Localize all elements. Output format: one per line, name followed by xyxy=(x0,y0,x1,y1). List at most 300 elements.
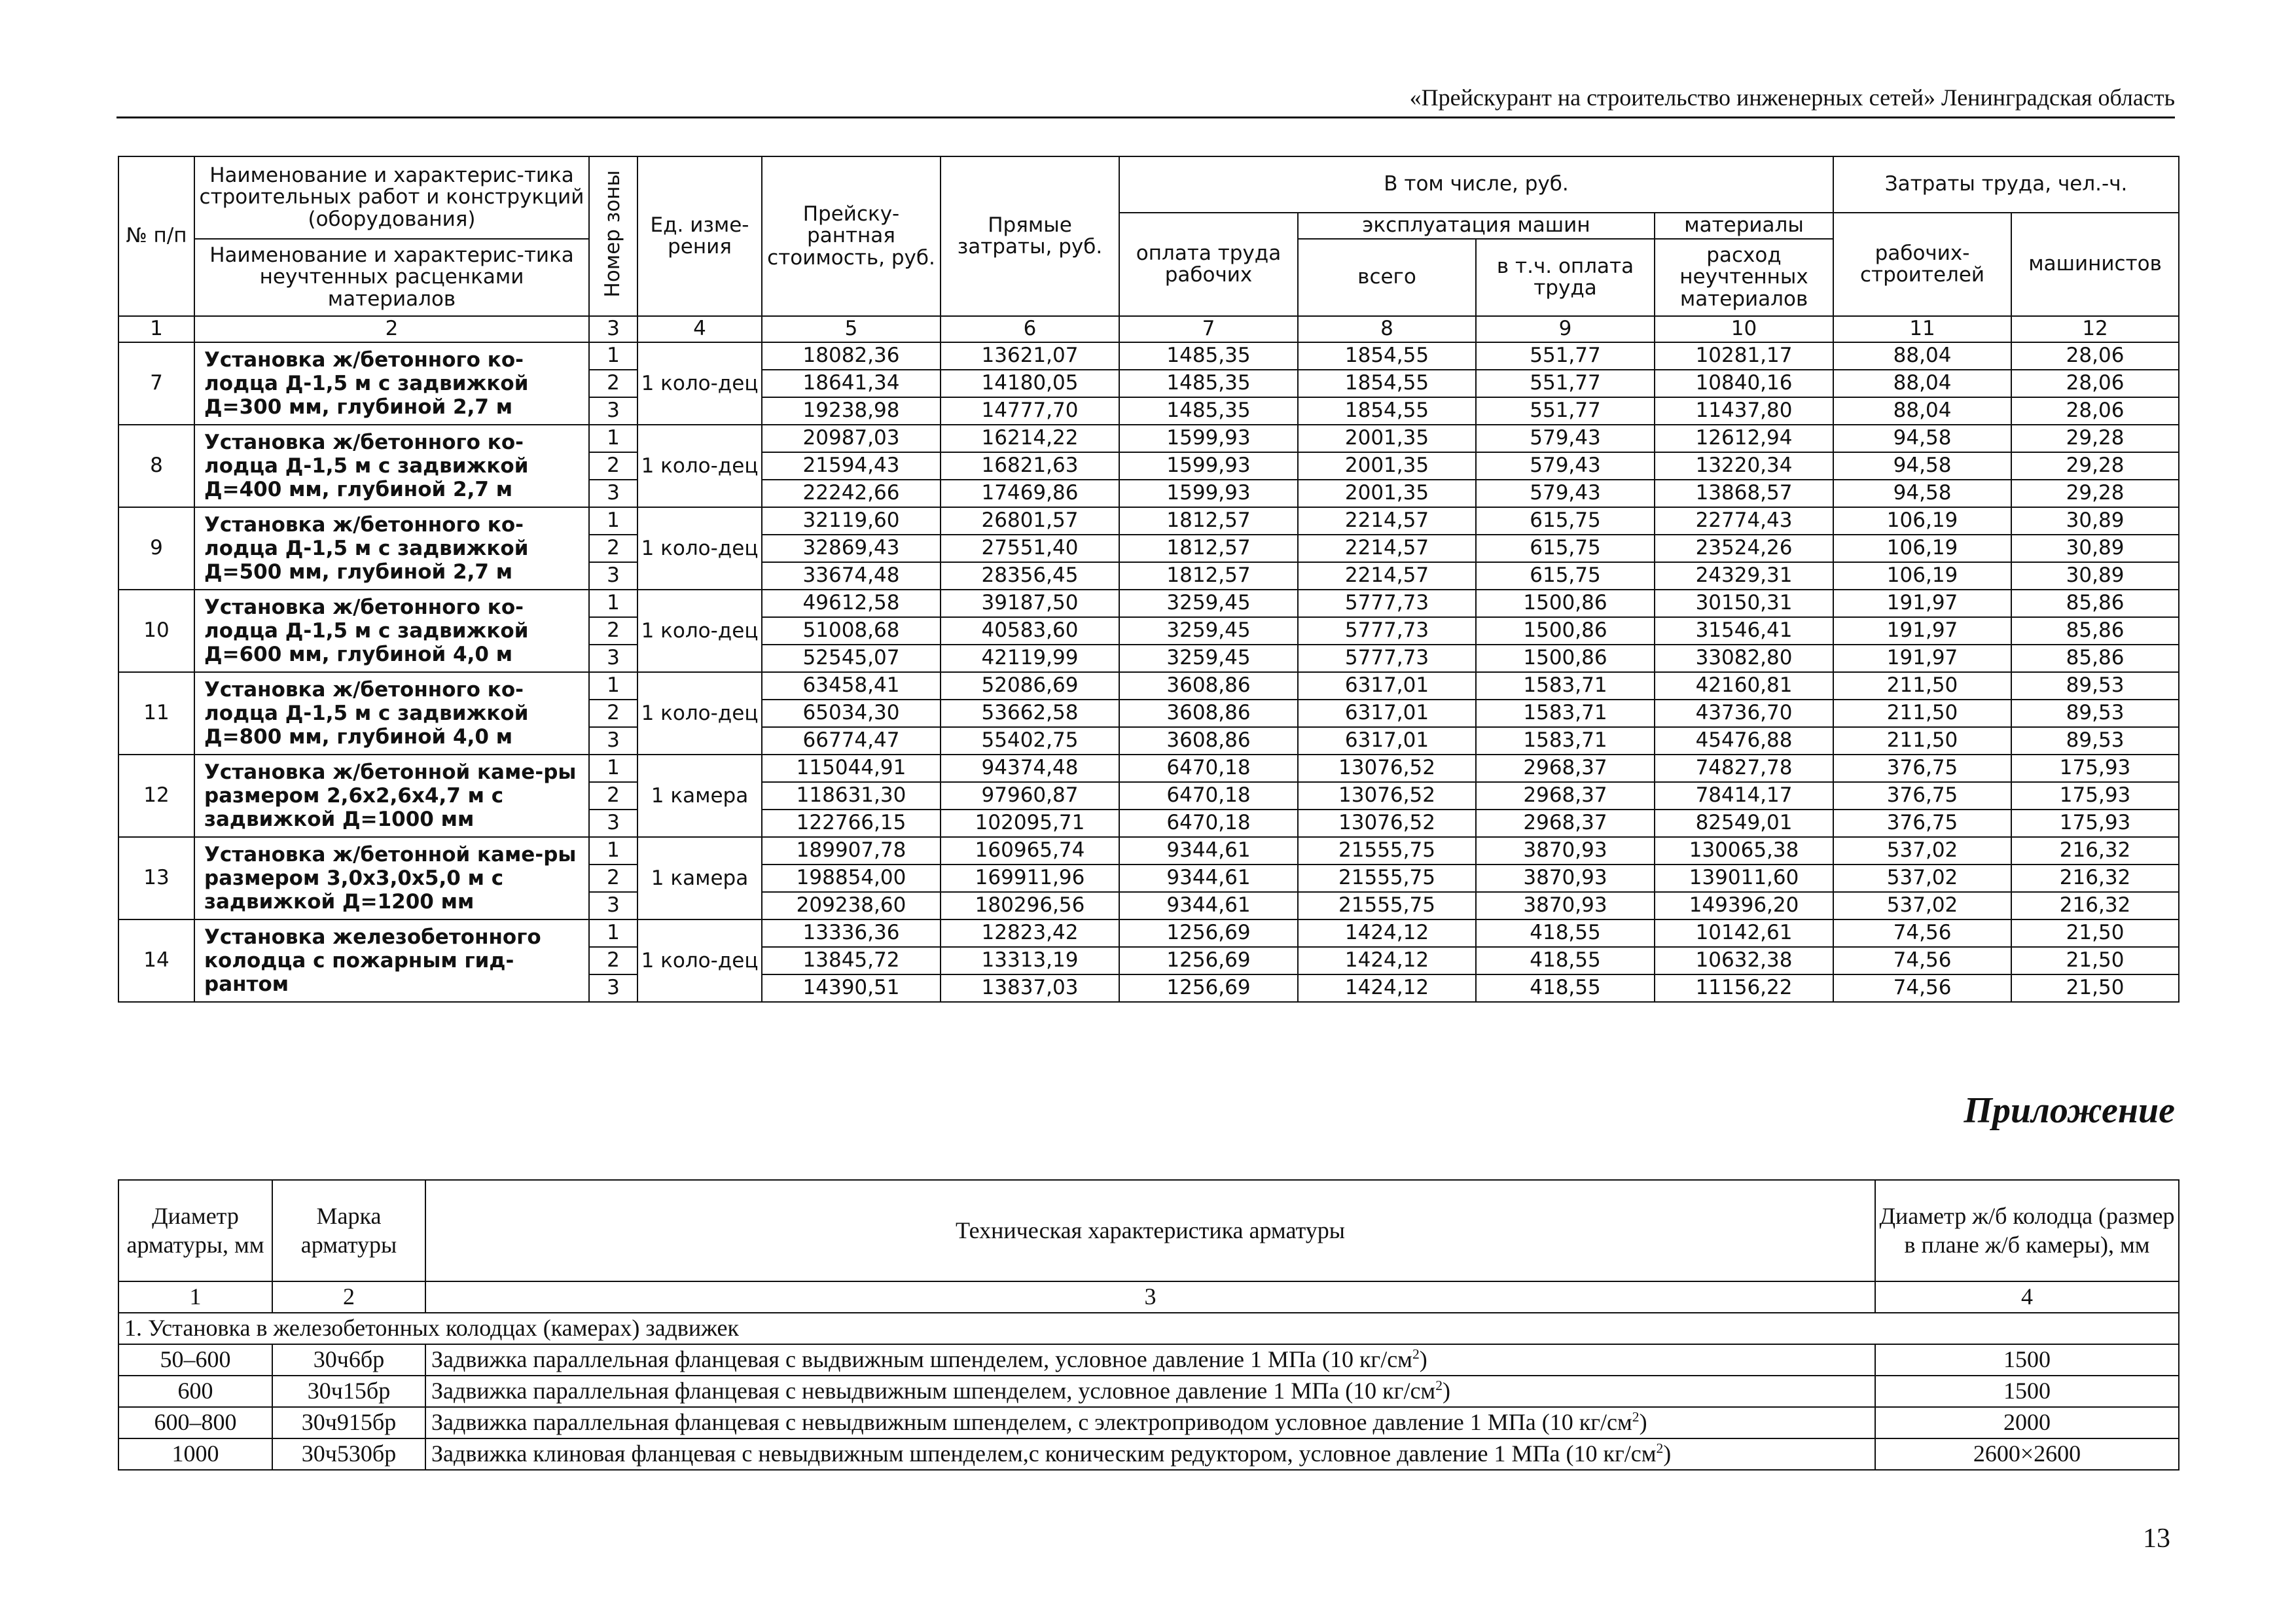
value-price: 13336,36 xyxy=(762,919,941,947)
value-workers: 191,97 xyxy=(1833,617,2011,645)
value-labor-pay: 1256,69 xyxy=(1119,919,1298,947)
item-number: 13 xyxy=(118,837,194,919)
col-header-name-materials: Наименование и характерис-тика неучтенных расценками материалов xyxy=(194,239,589,316)
value-workers: 94,58 xyxy=(1833,452,2011,480)
appendix-table xyxy=(118,1179,2179,1471)
value-workers: 376,75 xyxy=(1833,810,2011,837)
value-materials: 13868,57 xyxy=(1655,480,1833,507)
value-direct: 13621,07 xyxy=(941,342,1119,370)
value-mach-labor: 579,43 xyxy=(1476,425,1655,452)
value-materials: 42160,81 xyxy=(1655,672,1833,700)
value-mach-total: 13076,52 xyxy=(1298,782,1476,810)
value-mach-total: 2214,57 xyxy=(1298,507,1476,535)
rebar-diameter: 600–800 xyxy=(118,1407,272,1438)
rebar-spec xyxy=(425,1438,1875,1470)
col-header-labor: Затраты труда, чел.-ч. xyxy=(1833,156,2179,213)
value-operators: 85,86 xyxy=(2011,645,2179,672)
value-workers: 94,58 xyxy=(1833,480,2011,507)
value-labor-pay: 3608,86 xyxy=(1119,672,1298,700)
value-direct: 53662,58 xyxy=(941,700,1119,727)
rebar-spec-text: Задвижка параллельная фланцевая с невыдвижным шпенделем, с электроприводом условное давление 1 МПа (10 кг/см xyxy=(431,1409,1632,1436)
value-price: 66774,47 xyxy=(762,727,941,755)
value-materials: 78414,17 xyxy=(1655,782,1833,810)
value-direct: 42119,99 xyxy=(941,645,1119,672)
value-mach-labor: 579,43 xyxy=(1476,480,1655,507)
value-price: 19238,98 xyxy=(762,397,941,425)
zone-cell: 3 xyxy=(589,562,637,590)
column-number: 12 xyxy=(2011,316,2179,342)
value-direct: 26801,57 xyxy=(941,507,1119,535)
rebar-spec-end: ) xyxy=(1663,1440,1672,1467)
unit-cell: 1 коло-дец xyxy=(637,672,762,755)
value-workers: 74,56 xyxy=(1833,974,2011,1002)
item-name: Установка железобетонного колодца с пожарным гид-рантом xyxy=(194,919,589,1002)
value-materials: 43736,70 xyxy=(1655,700,1833,727)
value-operators: 30,89 xyxy=(2011,507,2179,535)
value-materials: 10840,16 xyxy=(1655,370,1833,397)
rebar-diameter: 50–600 xyxy=(118,1344,272,1376)
value-mach-labor: 551,77 xyxy=(1476,342,1655,370)
value-price: 118631,30 xyxy=(762,782,941,810)
value-price: 18082,36 xyxy=(762,342,941,370)
value-mach-total: 1424,12 xyxy=(1298,947,1476,974)
value-mach-labor: 2968,37 xyxy=(1476,755,1655,782)
value-materials: 11437,80 xyxy=(1655,397,1833,425)
price-table-body xyxy=(118,316,2179,1002)
zone-cell: 3 xyxy=(589,727,637,755)
zone-cell: 1 xyxy=(589,507,637,535)
value-price: 13845,72 xyxy=(762,947,941,974)
rebar-spec-text: Задвижка клиновая фланцевая с невыдвижным шпенделем,с коническим редуктором, условное давление 1 МПа (10 кг/см xyxy=(431,1440,1657,1467)
value-mach-total: 2001,35 xyxy=(1298,425,1476,452)
value-mach-total: 5777,73 xyxy=(1298,617,1476,645)
col-header-num: № п/п xyxy=(118,156,194,316)
zone-cell: 2 xyxy=(589,865,637,892)
value-materials: 24329,31 xyxy=(1655,562,1833,590)
value-materials: 22774,43 xyxy=(1655,507,1833,535)
value-direct: 39187,50 xyxy=(941,590,1119,617)
value-operators: 29,28 xyxy=(2011,452,2179,480)
value-direct: 180296,56 xyxy=(941,892,1119,919)
value-workers: 537,02 xyxy=(1833,892,2011,919)
value-materials: 33082,80 xyxy=(1655,645,1833,672)
value-workers: 94,58 xyxy=(1833,425,2011,452)
value-workers: 191,97 xyxy=(1833,590,2011,617)
item-number: 8 xyxy=(118,425,194,507)
value-mach-total: 13076,52 xyxy=(1298,810,1476,837)
appendix-table-body xyxy=(118,1281,2179,1470)
value-workers: 191,97 xyxy=(1833,645,2011,672)
value-operators: 89,53 xyxy=(2011,700,2179,727)
value-workers: 74,56 xyxy=(1833,947,2011,974)
value-mach-total: 1424,12 xyxy=(1298,974,1476,1002)
value-mach-labor: 1583,71 xyxy=(1476,672,1655,700)
value-mach-labor: 615,75 xyxy=(1476,562,1655,590)
value-direct: 52086,69 xyxy=(941,672,1119,700)
value-price: 14390,51 xyxy=(762,974,941,1002)
value-price: 33674,48 xyxy=(762,562,941,590)
zone-cell: 3 xyxy=(589,810,637,837)
value-direct: 102095,71 xyxy=(941,810,1119,837)
unit-cell: 1 коло-дец xyxy=(637,590,762,672)
value-labor-pay: 6470,18 xyxy=(1119,755,1298,782)
col-header-materials: материалы xyxy=(1655,213,1833,239)
value-mach-labor: 418,55 xyxy=(1476,919,1655,947)
value-workers: 376,75 xyxy=(1833,755,2011,782)
app-column-number-row xyxy=(118,1281,2179,1313)
value-operators: 28,06 xyxy=(2011,342,2179,370)
unit-superscript: 2 xyxy=(1435,1378,1443,1394)
value-workers: 537,02 xyxy=(1833,865,2011,892)
column-number-row xyxy=(118,316,2179,342)
value-operators: 85,86 xyxy=(2011,590,2179,617)
value-labor-pay: 9344,61 xyxy=(1119,892,1298,919)
value-mach-total: 5777,73 xyxy=(1298,645,1476,672)
running-head: «Прейскурант на строительство инженерных сетей» Ленинградская область xyxy=(1409,84,2175,111)
rebar-mark: 30ч6бр xyxy=(272,1344,425,1376)
value-operators: 28,06 xyxy=(2011,370,2179,397)
value-operators: 89,53 xyxy=(2011,672,2179,700)
value-mach-labor: 1583,71 xyxy=(1476,700,1655,727)
col-header-workers: рабочих-строителей xyxy=(1833,213,2011,316)
value-labor-pay: 9344,61 xyxy=(1119,865,1298,892)
item-number: 7 xyxy=(118,342,194,425)
col-header-including: В том числе, руб. xyxy=(1119,156,1833,213)
price-table xyxy=(118,156,2179,1003)
value-workers: 211,50 xyxy=(1833,727,2011,755)
item-number: 12 xyxy=(118,755,194,837)
app-section-row xyxy=(118,1313,2179,1344)
value-labor-pay: 9344,61 xyxy=(1119,837,1298,865)
value-mach-labor: 418,55 xyxy=(1476,974,1655,1002)
value-mach-labor: 418,55 xyxy=(1476,947,1655,974)
value-mach-total: 2214,57 xyxy=(1298,535,1476,562)
unit-cell: 1 коло-дец xyxy=(637,425,762,507)
value-labor-pay: 1812,57 xyxy=(1119,535,1298,562)
value-mach-labor: 2968,37 xyxy=(1476,782,1655,810)
value-labor-pay: 1599,93 xyxy=(1119,425,1298,452)
rebar-spec-text: Задвижка параллельная фланцевая с невыдвижным шпенделем, условное давление 1 МПа (10 кг/см xyxy=(431,1378,1436,1404)
value-operators: 216,32 xyxy=(2011,865,2179,892)
value-labor-pay: 1256,69 xyxy=(1119,947,1298,974)
value-materials: 74827,78 xyxy=(1655,755,1833,782)
value-workers: 74,56 xyxy=(1833,919,2011,947)
item-number: 10 xyxy=(118,590,194,672)
value-direct: 12823,42 xyxy=(941,919,1119,947)
column-number: 1 xyxy=(118,316,194,342)
col-header-materials-spend: расход неучтенных материалов xyxy=(1655,239,1833,316)
zone-cell: 1 xyxy=(589,425,637,452)
value-workers: 376,75 xyxy=(1833,782,2011,810)
well-diameter: 1500 xyxy=(1875,1344,2179,1376)
rebar-mark: 30ч15бр xyxy=(272,1376,425,1407)
value-workers: 88,04 xyxy=(1833,342,2011,370)
value-price: 22242,66 xyxy=(762,480,941,507)
value-direct: 28356,45 xyxy=(941,562,1119,590)
page-number: 13 xyxy=(2143,1524,2170,1554)
value-workers: 88,04 xyxy=(1833,370,2011,397)
value-mach-labor: 615,75 xyxy=(1476,535,1655,562)
zone-cell: 3 xyxy=(589,645,637,672)
table-row xyxy=(118,919,2179,947)
value-price: 49612,58 xyxy=(762,590,941,617)
value-mach-labor: 3870,93 xyxy=(1476,865,1655,892)
value-direct: 40583,60 xyxy=(941,617,1119,645)
value-price: 52545,07 xyxy=(762,645,941,672)
value-price: 115044,91 xyxy=(762,755,941,782)
rebar-spec-end: ) xyxy=(1443,1378,1450,1404)
unit-cell: 1 коло-дец xyxy=(637,342,762,425)
header-rule xyxy=(117,116,2175,118)
value-direct: 14180,05 xyxy=(941,370,1119,397)
zone-cell: 3 xyxy=(589,974,637,1002)
value-operators: 85,86 xyxy=(2011,617,2179,645)
value-labor-pay: 3608,86 xyxy=(1119,700,1298,727)
value-mach-labor: 551,77 xyxy=(1476,397,1655,425)
value-labor-pay: 1485,35 xyxy=(1119,370,1298,397)
value-mach-total: 2214,57 xyxy=(1298,562,1476,590)
item-name: Установка ж/бетонной каме-ры размером 3,0х3,0х5,0 м с задвижкой Д=1200 мм xyxy=(194,837,589,919)
app-header-spec: Техническая характеристика арматуры xyxy=(425,1180,1875,1281)
value-mach-total: 13076,52 xyxy=(1298,755,1476,782)
value-mach-total: 6317,01 xyxy=(1298,700,1476,727)
value-materials: 31546,41 xyxy=(1655,617,1833,645)
value-workers: 106,19 xyxy=(1833,507,2011,535)
value-operators: 175,93 xyxy=(2011,782,2179,810)
value-direct: 97960,87 xyxy=(941,782,1119,810)
app-row xyxy=(118,1344,2179,1376)
rebar-spec xyxy=(425,1407,1875,1438)
value-materials: 45476,88 xyxy=(1655,727,1833,755)
value-direct: 13313,19 xyxy=(941,947,1119,974)
value-labor-pay: 1485,35 xyxy=(1119,342,1298,370)
value-materials: 130065,38 xyxy=(1655,837,1833,865)
value-operators: 28,06 xyxy=(2011,397,2179,425)
value-price: 65034,30 xyxy=(762,700,941,727)
rebar-mark: 30ч530бр xyxy=(272,1438,425,1470)
value-labor-pay: 3259,45 xyxy=(1119,590,1298,617)
value-mach-labor: 615,75 xyxy=(1476,507,1655,535)
value-operators: 21,50 xyxy=(2011,919,2179,947)
column-number: 7 xyxy=(1119,316,1298,342)
rebar-diameter: 1000 xyxy=(118,1438,272,1470)
item-name: Установка ж/бетонного ко-лодца Д-1,5 м с задвижкой Д=400 мм, глубиной 2,7 м xyxy=(194,425,589,507)
value-workers: 211,50 xyxy=(1833,672,2011,700)
column-number: 11 xyxy=(1833,316,2011,342)
item-name: Установка ж/бетонного ко-лодца Д-1,5 м с задвижкой Д=500 мм, глубиной 2,7 м xyxy=(194,507,589,590)
value-mach-total: 2001,35 xyxy=(1298,480,1476,507)
value-workers: 106,19 xyxy=(1833,562,2011,590)
rebar-spec-end: ) xyxy=(1419,1346,1427,1373)
value-direct: 94374,48 xyxy=(941,755,1119,782)
zone-cell: 1 xyxy=(589,672,637,700)
value-direct: 160965,74 xyxy=(941,837,1119,865)
col-header-labor-pay: оплата труда рабочих xyxy=(1119,213,1298,316)
zone-cell: 1 xyxy=(589,755,637,782)
value-direct: 55402,75 xyxy=(941,727,1119,755)
value-materials: 23524,26 xyxy=(1655,535,1833,562)
value-direct: 17469,86 xyxy=(941,480,1119,507)
value-materials: 10281,17 xyxy=(1655,342,1833,370)
column-number: 4 xyxy=(637,316,762,342)
value-operators: 89,53 xyxy=(2011,727,2179,755)
value-materials: 30150,31 xyxy=(1655,590,1833,617)
value-labor-pay: 1812,57 xyxy=(1119,507,1298,535)
col-header-operators: машинистов xyxy=(2011,213,2179,316)
rebar-diameter: 600 xyxy=(118,1376,272,1407)
unit-cell: 1 коло-дец xyxy=(637,919,762,1002)
zone-cell: 2 xyxy=(589,700,637,727)
column-number: 3 xyxy=(589,316,637,342)
value-mach-labor: 1500,86 xyxy=(1476,645,1655,672)
value-direct: 169911,96 xyxy=(941,865,1119,892)
item-name: Установка ж/бетонного ко-лодца Д-1,5 м с задвижкой Д=300 мм, глубиной 2,7 м xyxy=(194,342,589,425)
column-number: 5 xyxy=(762,316,941,342)
app-header-diameter: Диаметр арматуры, мм xyxy=(118,1180,272,1281)
value-mach-total: 1854,55 xyxy=(1298,397,1476,425)
zone-header-label: Номер зоны xyxy=(601,170,625,298)
rebar-spec-end: ) xyxy=(1639,1409,1647,1436)
col-header-direct: Прямые затраты, руб. xyxy=(941,156,1119,316)
column-number: 2 xyxy=(194,316,589,342)
zone-cell: 1 xyxy=(589,837,637,865)
value-labor-pay: 1812,57 xyxy=(1119,562,1298,590)
value-mach-labor: 2968,37 xyxy=(1476,810,1655,837)
value-mach-total: 1424,12 xyxy=(1298,919,1476,947)
value-labor-pay: 3259,45 xyxy=(1119,645,1298,672)
app-column-number: 3 xyxy=(425,1281,1875,1313)
value-direct: 14777,70 xyxy=(941,397,1119,425)
item-name: Установка ж/бетонного ко-лодца Д-1,5 м с задвижкой Д=600 мм, глубиной 4,0 м xyxy=(194,590,589,672)
value-labor-pay: 1256,69 xyxy=(1119,974,1298,1002)
value-price: 122766,15 xyxy=(762,810,941,837)
value-price: 18641,34 xyxy=(762,370,941,397)
value-labor-pay: 6470,18 xyxy=(1119,782,1298,810)
value-mach-total: 21555,75 xyxy=(1298,837,1476,865)
value-mach-labor: 3870,93 xyxy=(1476,837,1655,865)
value-mach-total: 1854,55 xyxy=(1298,370,1476,397)
value-direct: 13837,03 xyxy=(941,974,1119,1002)
col-header-machines-total: всего xyxy=(1298,239,1476,316)
value-operators: 29,28 xyxy=(2011,480,2179,507)
app-column-number: 1 xyxy=(118,1281,272,1313)
value-labor-pay: 1485,35 xyxy=(1119,397,1298,425)
value-direct: 16214,22 xyxy=(941,425,1119,452)
value-operators: 30,89 xyxy=(2011,535,2179,562)
value-mach-labor: 551,77 xyxy=(1476,370,1655,397)
value-workers: 537,02 xyxy=(1833,837,2011,865)
value-workers: 88,04 xyxy=(1833,397,2011,425)
zone-cell: 2 xyxy=(589,617,637,645)
rebar-spec xyxy=(425,1376,1875,1407)
table-row xyxy=(118,837,2179,865)
value-labor-pay: 1599,93 xyxy=(1119,480,1298,507)
value-materials: 139011,60 xyxy=(1655,865,1833,892)
value-direct: 27551,40 xyxy=(941,535,1119,562)
value-labor-pay: 1599,93 xyxy=(1119,452,1298,480)
value-mach-total: 21555,75 xyxy=(1298,892,1476,919)
value-operators: 21,50 xyxy=(2011,947,2179,974)
value-materials: 10142,61 xyxy=(1655,919,1833,947)
app-row xyxy=(118,1438,2179,1470)
value-price: 20987,03 xyxy=(762,425,941,452)
column-number: 10 xyxy=(1655,316,1833,342)
table-row xyxy=(118,507,2179,535)
value-mach-labor: 579,43 xyxy=(1476,452,1655,480)
value-operators: 216,32 xyxy=(2011,892,2179,919)
value-operators: 29,28 xyxy=(2011,425,2179,452)
value-materials: 149396,20 xyxy=(1655,892,1833,919)
zone-cell: 1 xyxy=(589,590,637,617)
value-operators: 21,50 xyxy=(2011,974,2179,1002)
value-operators: 216,32 xyxy=(2011,837,2179,865)
value-materials: 10632,38 xyxy=(1655,947,1833,974)
unit-superscript: 2 xyxy=(1412,1346,1420,1363)
value-mach-labor: 3870,93 xyxy=(1476,892,1655,919)
item-name: Установка ж/бетонного ко-лодца Д-1,5 м с задвижкой Д=800 мм, глубиной 4,0 м xyxy=(194,672,589,755)
value-price: 32119,60 xyxy=(762,507,941,535)
app-header-mark: Марка арматуры xyxy=(272,1180,425,1281)
value-mach-total: 1854,55 xyxy=(1298,342,1476,370)
well-diameter: 2000 xyxy=(1875,1407,2179,1438)
rebar-spec-text: Задвижка параллельная фланцевая с выдвижным шпенделем, условное давление 1 МПа (10 кг/см xyxy=(431,1346,1412,1373)
value-materials: 12612,94 xyxy=(1655,425,1833,452)
value-mach-labor: 1583,71 xyxy=(1476,727,1655,755)
rebar-mark: 30ч915бр xyxy=(272,1407,425,1438)
well-diameter: 2600×2600 xyxy=(1875,1438,2179,1470)
value-mach-labor: 1500,86 xyxy=(1476,590,1655,617)
column-number: 9 xyxy=(1476,316,1655,342)
unit-cell: 1 камера xyxy=(637,755,762,837)
app-header-well: Диаметр ж/б колодца (размер в плане ж/б камеры), мм xyxy=(1875,1180,2179,1281)
value-price: 51008,68 xyxy=(762,617,941,645)
item-number: 11 xyxy=(118,672,194,755)
value-mach-total: 6317,01 xyxy=(1298,727,1476,755)
value-price: 189907,78 xyxy=(762,837,941,865)
value-mach-total: 21555,75 xyxy=(1298,865,1476,892)
zone-cell: 3 xyxy=(589,480,637,507)
table-row xyxy=(118,425,2179,452)
value-price: 32869,43 xyxy=(762,535,941,562)
item-name: Установка ж/бетонной каме-ры размером 2,6х2,6х4,7 м с задвижкой Д=1000 мм xyxy=(194,755,589,837)
unit-superscript: 2 xyxy=(1656,1440,1664,1457)
value-mach-total: 5777,73 xyxy=(1298,590,1476,617)
value-materials: 82549,01 xyxy=(1655,810,1833,837)
section-title: 1. Установка в железобетонных колодцах (камерах) задвижек xyxy=(118,1313,2179,1344)
zone-cell: 2 xyxy=(589,782,637,810)
value-operators: 175,93 xyxy=(2011,810,2179,837)
zone-cell: 2 xyxy=(589,947,637,974)
col-header-name: Наименование и характерис-тика строительных работ и конструкций (оборудования) xyxy=(194,156,589,239)
zone-cell: 3 xyxy=(589,397,637,425)
zone-cell: 1 xyxy=(589,919,637,947)
table-row xyxy=(118,672,2179,700)
item-number: 9 xyxy=(118,507,194,590)
value-price: 209238,60 xyxy=(762,892,941,919)
table-row xyxy=(118,342,2179,370)
value-labor-pay: 6470,18 xyxy=(1119,810,1298,837)
item-number: 14 xyxy=(118,919,194,1002)
value-labor-pay: 3259,45 xyxy=(1119,617,1298,645)
unit-superscript: 2 xyxy=(1632,1409,1640,1425)
column-number: 8 xyxy=(1298,316,1476,342)
value-operators: 30,89 xyxy=(2011,562,2179,590)
col-header-machines: эксплуатация машин xyxy=(1298,213,1655,239)
value-operators: 175,93 xyxy=(2011,755,2179,782)
value-workers: 106,19 xyxy=(1833,535,2011,562)
appendix-title: Приложение xyxy=(1964,1090,2175,1131)
app-row xyxy=(118,1376,2179,1407)
